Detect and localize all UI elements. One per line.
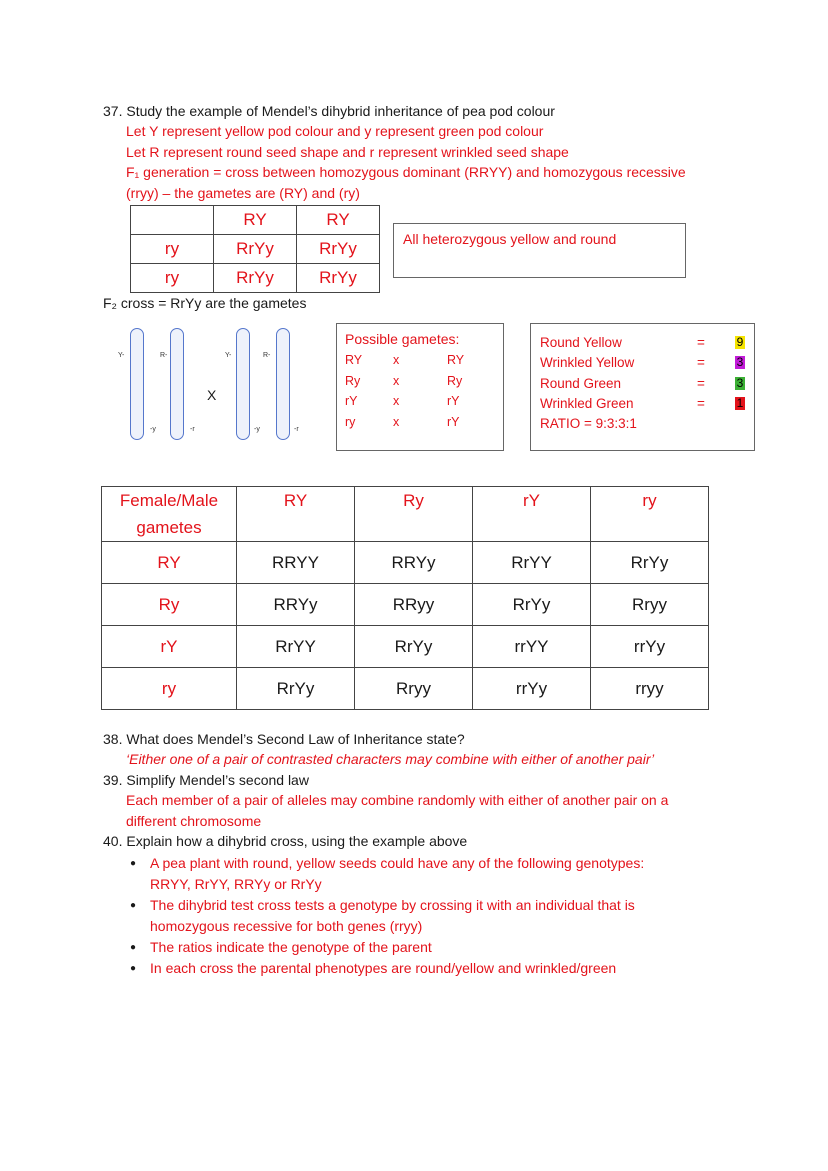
q37-question: 37. Study the example of Mendel’s dihybrid inheritance of pea pod colour — [103, 103, 555, 119]
allele-label: R- — [160, 352, 168, 359]
allele-label: Y- — [225, 352, 232, 359]
punnett-row — [102, 626, 709, 668]
punnett-col-header: Ry — [355, 487, 473, 542]
phenotype-row — [540, 332, 750, 353]
equals: = — [697, 355, 705, 371]
punnett-row — [102, 668, 709, 710]
punnett-row — [102, 584, 709, 626]
punnett-row-header: rY — [102, 626, 237, 668]
f1-punnett-table — [130, 205, 380, 293]
corner-line: gametes — [136, 518, 202, 537]
allele-label: -y — [254, 426, 260, 433]
punnett-cell: rrYy — [473, 668, 591, 710]
cross-symbol: X — [207, 387, 217, 403]
equals: = — [697, 396, 705, 412]
q37-line-1: Let Y represent yellow pod colour and y represent green pod colour — [126, 123, 544, 139]
corner-line: Female/Male — [119, 491, 219, 510]
punnett-cell: RrYy — [355, 626, 473, 668]
phenotype-row — [540, 394, 750, 415]
f1-col-header: RY — [297, 206, 380, 235]
gametes-title: Possible gametes: — [345, 331, 460, 347]
punnett-row — [102, 542, 709, 584]
f1-note-box — [393, 223, 686, 278]
q38-question: 38. What does Mendel’s Second Law of Inheritance state? — [103, 731, 465, 747]
gametes-box — [336, 323, 504, 451]
allele-label: -r — [294, 426, 299, 433]
bullet-item — [126, 937, 766, 958]
ratio-count: 3 — [736, 375, 744, 390]
gametes-list — [345, 353, 495, 435]
punnett-cell: RRyy — [355, 584, 473, 626]
ratio-count: 9 — [736, 334, 744, 349]
punnett-row-header: RY — [102, 542, 237, 584]
allele-label: Y- — [118, 352, 125, 359]
punnett-cell: RrYY — [473, 542, 591, 584]
f1-cell: RrYy — [214, 264, 297, 293]
punnett-cell: RRYy — [355, 542, 473, 584]
f1-col-header: RY — [214, 206, 297, 235]
q40-question: 40. Explain how a dihybrid cross, using the example above — [103, 833, 468, 849]
chromosome — [130, 328, 144, 440]
bullet-item — [126, 853, 766, 895]
f1-cell: RrYy — [214, 235, 297, 264]
punnett-cell: RrYY — [237, 626, 355, 668]
phenotype-label: Wrinkled Yellow — [540, 355, 635, 371]
punnett-cell: rryy — [591, 668, 709, 710]
punnett-col-header: rY — [473, 487, 591, 542]
bullet-text: ● A pea plant with round, yellow seeds could have any of the following genotypes: — [150, 855, 645, 871]
punnett-cell: Rryy — [355, 668, 473, 710]
f1-row-header: ry — [131, 235, 214, 264]
chromosome — [276, 328, 290, 440]
bullet-item — [126, 895, 766, 937]
chromosome — [170, 328, 184, 440]
punnett-cell: RRYY — [237, 542, 355, 584]
punnett-row-header: Ry — [102, 584, 237, 626]
q37-line-4: (rryy) – the gametes are (RY) and (ry) — [126, 185, 360, 201]
punnett-cell: Rryy — [591, 584, 709, 626]
bullet-text: RRYY, RrYY, RRYy or RrYy — [150, 876, 322, 892]
q40-bullets — [126, 853, 766, 979]
allele-label: -y — [150, 426, 156, 433]
punnett-col-header: RY — [237, 487, 355, 542]
q38-answer: ‘Either one of a pair of contrasted characters may combine with either of another pair’ — [126, 751, 655, 767]
f1-cell: RrYy — [297, 235, 380, 264]
equals: = — [697, 334, 705, 350]
f2-punnett-table — [101, 486, 709, 710]
f2-label: F₂ cross = RrYy are the gametes — [103, 295, 307, 311]
gamete-pair: ry x rY — [345, 414, 460, 429]
phenotype-label: Wrinkled Green — [540, 396, 634, 412]
equals: = — [697, 375, 705, 391]
bullet-item — [126, 958, 766, 979]
allele-label: -r — [190, 426, 195, 433]
phenotype-box — [530, 323, 755, 451]
f1-corner — [131, 206, 214, 235]
bullet-text: homozygous recessive for both genes (rryy) — [150, 918, 423, 934]
bullet-text: ● The ratios indicate the genotype of the parent — [150, 939, 432, 955]
phenotype-row — [540, 373, 750, 394]
q37-line-2: Let R represent round seed shape and r represent wrinkled seed shape — [126, 144, 569, 160]
f1-row-header: ry — [131, 264, 214, 293]
q39-answer-line-2: different chromosome — [126, 813, 262, 829]
ratio-count: 3 — [736, 355, 744, 370]
ratio-count: 1 — [736, 396, 744, 411]
chromosome — [236, 328, 250, 440]
punnett-col-header: ry — [591, 487, 709, 542]
gamete-pair: Ry x Ry — [345, 373, 463, 388]
gamete-pair: rY x rY — [345, 394, 460, 408]
phenotype-label: Round Green — [540, 375, 622, 391]
f1-note: All heterozygous yellow and round — [403, 231, 617, 247]
phenotype-list — [540, 332, 750, 435]
q37-line-3: F₁ generation = cross between homozygous dominant (RRYY) and homozygous recessive — [126, 164, 686, 180]
ratio-summary: RATIO = 9:3:3:1 — [540, 416, 637, 431]
phenotype-row — [540, 353, 750, 374]
allele-label: R- — [263, 352, 271, 359]
punnett-cell: RrYy — [591, 542, 709, 584]
punnett-cell: rrYY — [473, 626, 591, 668]
punnett-corner — [102, 487, 237, 542]
bullet-text: ● The dihybrid test cross tests a genotype by crossing it with an individual that is — [150, 897, 635, 913]
phenotype-label: Round Yellow — [540, 334, 622, 350]
punnett-cell: RRYy — [237, 584, 355, 626]
punnett-row-header: ry — [102, 668, 237, 710]
punnett-cell: RrYy — [237, 668, 355, 710]
gamete-pair: RY x RY — [345, 353, 465, 367]
punnett-cell: rrYy — [591, 626, 709, 668]
q39-question: 39. Simplify Mendel’s second law — [103, 772, 309, 788]
bullet-text: ● In each cross the parental phenotypes are round/yellow and wrinkled/green — [150, 960, 617, 976]
q39-answer-line-1: Each member of a pair of alleles may combine randomly with either of another pair on a — [126, 792, 669, 808]
punnett-cell: RrYy — [473, 584, 591, 626]
f1-cell: RrYy — [297, 264, 380, 293]
